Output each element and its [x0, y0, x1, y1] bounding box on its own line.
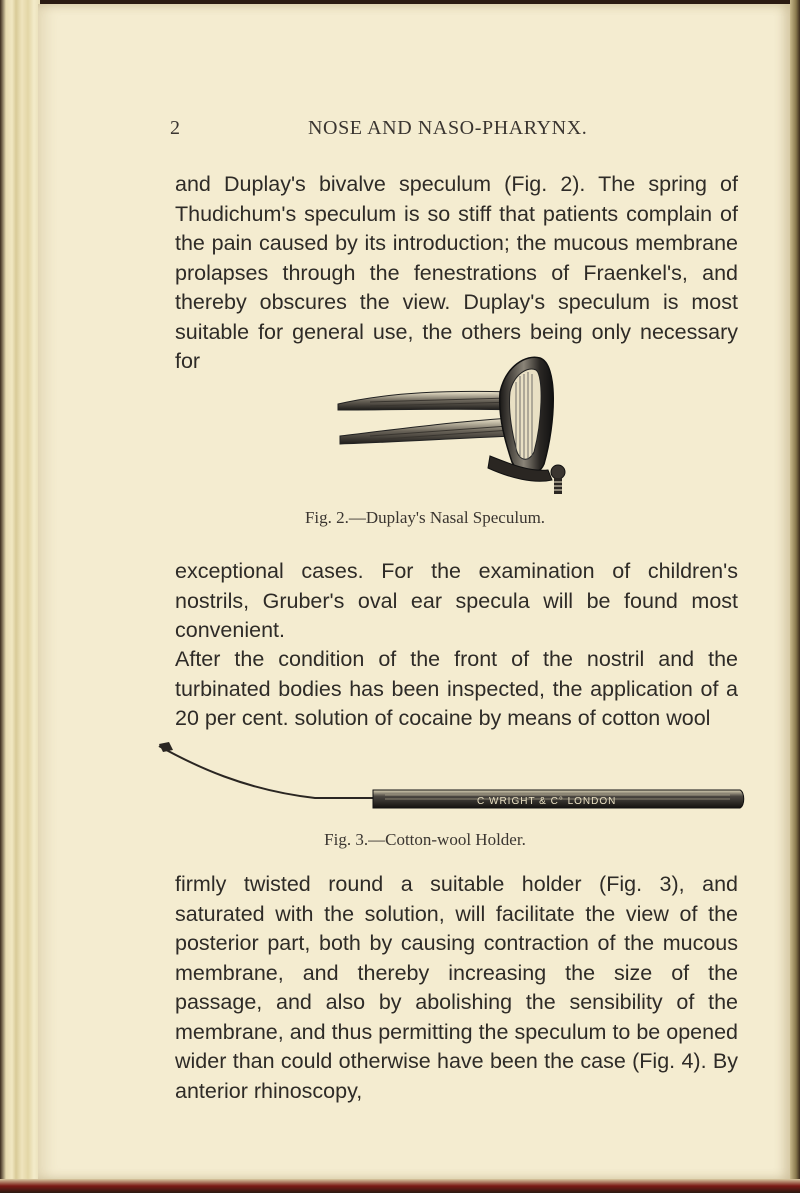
paragraph-1: and Duplay's bivalve speculum (Fig. 2). The spring of Thudichum's speculum is so stiff that patients complain of the pain caused by its introduction; the mucous membrane prolapses through the fenestrations of Fraenkel's, and thereby obscures the view. Duplay's speculum is most suitable for general use, the others being only necessary for	[175, 172, 738, 373]
page-bottom-edge	[0, 1179, 800, 1193]
page-header	[0, 117, 800, 143]
book-spine-edge	[0, 0, 40, 1193]
paragraph-3: After the condition of the front of the nostril and the turbinated bodies has been inspected, the application of a 20 per cent. solution of cocaine by means of cotton wool	[175, 647, 738, 730]
duplay-speculum-illustration	[330, 352, 590, 497]
fig2-caption: Fig. 2.—Duplay's Nasal Speculum.	[304, 508, 546, 527]
page-right-edge	[790, 0, 800, 1193]
fig3-caption: Fig. 3.—Cotton-wool Holder.	[324, 830, 526, 849]
fig3-maker-mark: C WRIGHT & C° LONDON	[477, 796, 617, 807]
page-number: 2	[170, 117, 180, 139]
cotton-wool-holder-illustration	[155, 740, 747, 812]
running-title: NOSE AND NASO-PHARYNX.	[308, 117, 588, 139]
paragraph-2: exceptional cases. For the examination of children's nostrils, Gruber's oval ear specula will be found most convenient.	[175, 559, 738, 642]
paragraph-4: firmly twisted round a suitable holder (Fig. 3), and saturated with the solution, will facilitate the view of the posterior part, both by causing contraction of the mucous membrane, and thereby increasing the size of the passage, and also by abolishing the sensibility of the membrane, and thus permitting the speculum to be opened wider than could otherwise have been the case (Fig. 4). By anterior rhinoscopy,	[175, 872, 738, 1103]
